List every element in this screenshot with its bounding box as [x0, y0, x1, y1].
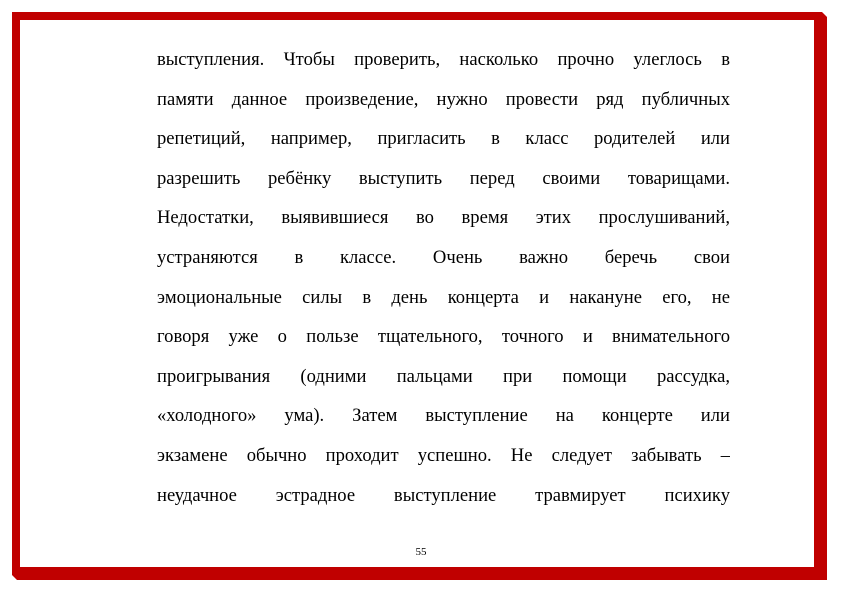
frame-shadow-right	[822, 17, 827, 580]
text-line-content: памяти данное произведение, нужно провести ряд публичных	[157, 88, 730, 110]
text-line-content: неудачное эстрадное выступление травмирует психику	[157, 484, 730, 506]
frame-corner-top-right	[822, 12, 827, 17]
text-line-content: Недостатки, выявившиеся во время этих прослушиваний,	[157, 207, 730, 229]
text-line	[157, 238, 730, 278]
text-line-content: «холодного» ума). Затем выступление на концерте или	[157, 405, 730, 427]
text-line	[157, 357, 730, 397]
text-line-content: экзамене обычно проходит успешно. Не следует забывать –	[157, 444, 730, 466]
text-line	[157, 317, 730, 357]
text-line-content: разрешить ребёнку выступить перед своими товарищами.	[157, 167, 730, 189]
frame-shadow-bottom	[17, 575, 827, 580]
page-number: 55	[415, 546, 427, 558]
text-line	[157, 119, 730, 159]
text-line	[157, 396, 730, 436]
text-line	[157, 278, 730, 318]
text-line	[157, 476, 730, 516]
text-line-content: проигрывания (одними пальцами при помощи рассудка,	[157, 365, 730, 387]
text-line-content: эмоциональные силы в день концерта и накануне его, не	[157, 286, 730, 308]
text-line	[157, 159, 730, 199]
text-line	[157, 80, 730, 120]
text-line-content: говоря уже о пользе тщательного, точного и внимательного	[157, 326, 730, 348]
text-line-content: выступления. Чтобы проверить, насколько прочно улеглось в	[157, 49, 730, 70]
text-line-content: устраняются в классе. Очень важно беречь свои	[157, 246, 730, 268]
body-text	[157, 40, 730, 515]
text-line	[157, 436, 730, 476]
frame-corner-bottom-left	[12, 575, 17, 580]
text-line	[157, 40, 730, 80]
text-line-content: репетиций, например, пригласить в класс родителей или	[157, 128, 730, 150]
text-line	[157, 198, 730, 238]
